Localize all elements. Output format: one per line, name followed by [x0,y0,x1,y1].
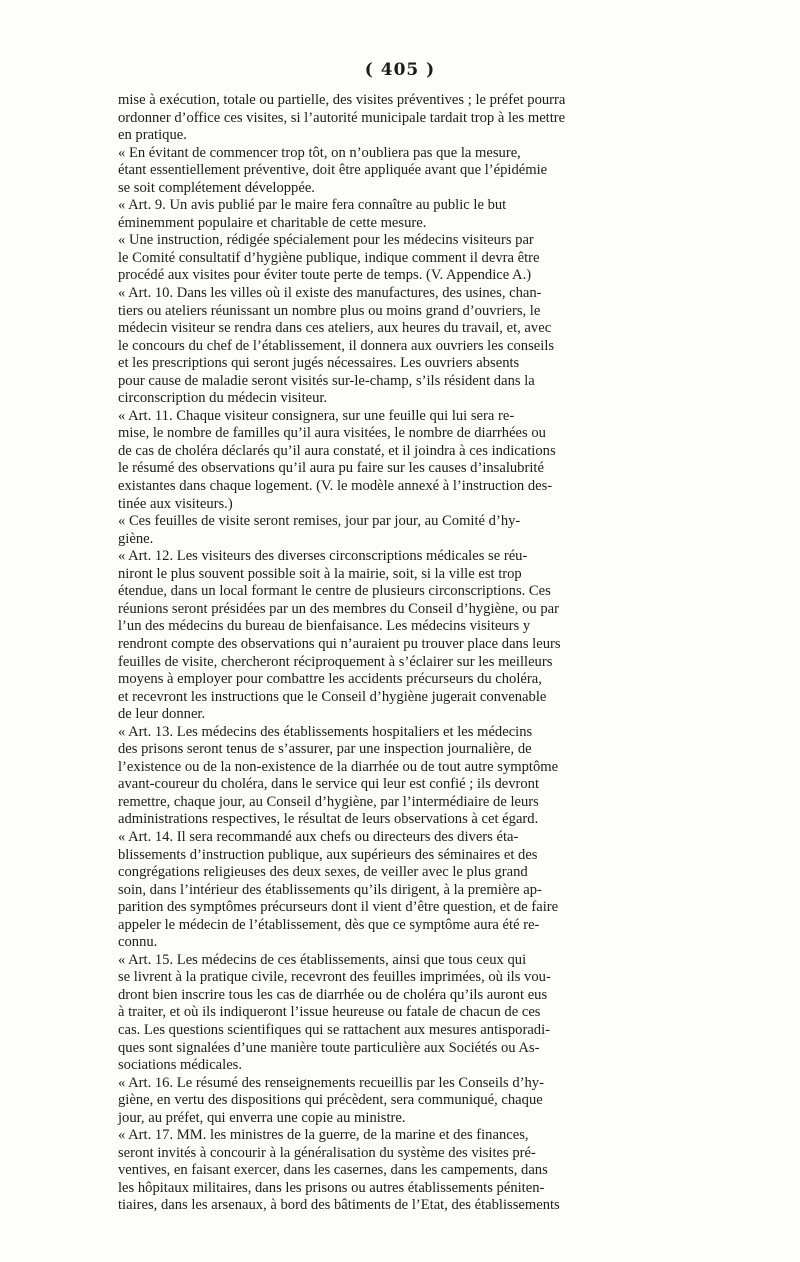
text-line: « Art. 11. Chaque visiteur consignera, sur une feuille qui lui sera re- [118,407,515,424]
page-text [118,92,684,1215]
text-line: existantes dans chaque logement. (V. le modèle annexé à l’instruction des- [118,478,553,495]
text-line: dront bien inscrire tous les cas de diarrhée ou de choléra qu’ils auront eus [118,986,548,1003]
text-line: se soit complétement développée. [118,179,315,196]
text-line: moyens à employer pour combattre les accidents précurseurs du choléra, [118,671,542,688]
text-line: le résumé des observations qu’il aura pu faire sur les causes d’insalubrité [118,460,544,477]
text-line: avant-coureur du choléra, dans le service qui leur est confié ; ils devront [118,776,540,793]
text-line: sociations médicales. [118,1057,243,1074]
text-line: « En évitant de commencer trop tôt, on n’oubliera pas que la mesure, [118,144,521,161]
text-line: et les prescriptions qui seront jugés nécessaires. Les ouvriers absents [118,355,520,372]
text-line: tiers ou ateliers réunissant un nombre plus ou moins grand d’ouvriers, le [118,302,541,319]
text-line: « Art. 15. Les médecins de ces établissements, ainsi que tous ceux qui [118,951,527,968]
text-line: cas. Les questions scientifiques qui se rattachent aux mesures antisporadi- [118,1021,551,1038]
text-line: rendront compte des observations qui n’auraient pu trouver place dans leurs [118,635,561,652]
text-line: jour, au préfet, qui enverra une copie au ministre. [118,1109,406,1126]
text-line: appeler le médecin de l’établissement, dès que ce symptôme aura été re- [118,916,540,933]
text-line: « Art. 9. Un avis publié par le maire fera connaître au public le but [118,197,507,214]
text-line: administrations respectives, le résultat de leurs observations à cet égard. [118,811,539,828]
text-line: médecin visiteur se rendra dans ces ateliers, aux heures du travail, et, avec [118,320,552,337]
text-line: connu. [118,934,158,951]
text-line: procédé aux visites pour éviter toute perte de temps. (V. Appendice A.) [118,267,532,284]
text-line: mise, le nombre de familles qu’il aura visitées, le nombre de diarrhées ou [118,425,546,442]
text-line: « Art. 12. Les visiteurs des diverses circonscriptions médicales se réu- [118,548,528,565]
text-line: à traiter, et où ils indiqueront l’issue heureuse ou fatale de chacun de ces [118,1004,541,1021]
text-line: le concours du chef de l’établissement, il donnera aux ouvriers les conseils [118,337,555,354]
text-line: réunions seront présidées par un des membres du Conseil d’hygiène, ou par [118,600,559,617]
text-line: de cas de choléra déclarés qu’il aura constaté, et il joindra à ces indications [118,442,556,459]
text-line: seront invités à concourir à la généralisation du système des visites pré- [118,1144,536,1161]
text-line: « Art. 14. Il sera recommandé aux chefs ou directeurs des divers éta- [118,828,519,845]
text-line: ventives, en faisant exercer, dans les casernes, dans les campements, dans [118,1162,548,1179]
text-line: « Art. 13. Les médecins des établissements hospitaliers et les médecins [118,723,533,740]
text-line: l’un des médecins du bureau de bienfaisance. Les médecins visiteurs y [118,618,531,635]
text-line: éminemment populaire et charitable de cette mesure. [118,214,427,231]
text-line: tinée aux visiteurs.) [118,495,233,512]
text-line: congrégations religieuses des deux sexes, de veiller avec le plus grand [118,864,528,881]
text-line: étendue, dans un local formant le centre de plusieurs circonscriptions. Ces [118,583,551,600]
text-line: ordonner d’office ces visites, si l’autorité municipale tardait trop à les mettre [118,109,566,126]
text-line: parition des symptômes précurseurs dont il vient d’être question, et de faire [118,899,559,916]
text-line: étant essentiellement préventive, doit être appliquée avant que l’épidémie [118,162,548,179]
text-line: niront le plus souvent possible soit à la mairie, soit, si la ville est trop [118,565,522,582]
text-line: « Une instruction, rédigée spécialement pour les médecins visiteurs par [118,232,534,249]
text-line: pour cause de maladie seront visités sur-le-champ, s’ils résident dans la [118,372,535,389]
text-line: en pratique. [118,127,187,144]
text-line: « Ces feuilles de visite seront remises, jour par jour, au Comité d’hy- [118,513,521,530]
text-line: des prisons seront tenus de s’assurer, par une inspection journalière, de [118,741,532,758]
text-line: « Art. 10. Dans les villes où il existe des manufactures, des usines, chan- [118,285,542,302]
text-line: tiaires, dans les arsenaux, à bord des bâtiments de l’Etat, des établissements [118,1197,560,1214]
text-line: soin, dans l’intérieur des établissements qu’ils dirigent, à la première ap- [118,881,542,898]
text-line: feuilles de visite, chercheront réciproquement à s’éclairer sur les meilleurs [118,653,553,670]
text-line: giène, en vertu des dispositions qui précèdent, sera communiqué, chaque [118,1092,543,1109]
text-line: le Comité consultatif d’hygiène publique, indique comment il devra être [118,249,540,266]
text-line: ques sont signalées d’une manière toute particulière aux Sociétés ou As- [118,1039,540,1056]
text-line: « Art. 17. MM. les ministres de la guerre, de la marine et des finances, [118,1127,529,1144]
text-line: « Art. 16. Le résumé des renseignements recueillis par les Conseils d’hy- [118,1074,544,1091]
page-number: ( 405 ) [364,60,436,80]
text-line: l’existence ou de la non-existence de la diarrhée ou de tout autre symptôme [118,758,559,775]
text-line: se livrent à la pratique civile, recevront des feuilles imprimées, où ils vou- [118,969,551,986]
text-line: circonscription du médecin visiteur. [118,390,328,407]
text-line: et recevront les instructions que le Conseil d’hygiène jugerait convenable [118,688,547,705]
text-line: de leur donner. [118,706,206,723]
text-line: giène. [118,530,154,547]
text-line: les hôpitaux militaires, dans les prisons ou autres établissements péniten- [118,1179,545,1196]
text-line: mise à exécution, totale ou partielle, des visites préventives ; le préfet pourra [118,92,566,108]
text-line: remettre, chaque jour, au Conseil d’hygiène, par l’intermédiaire de leurs [118,793,539,810]
text-line: blissements d’instruction publique, aux supérieurs des séminaires et des [118,846,538,863]
